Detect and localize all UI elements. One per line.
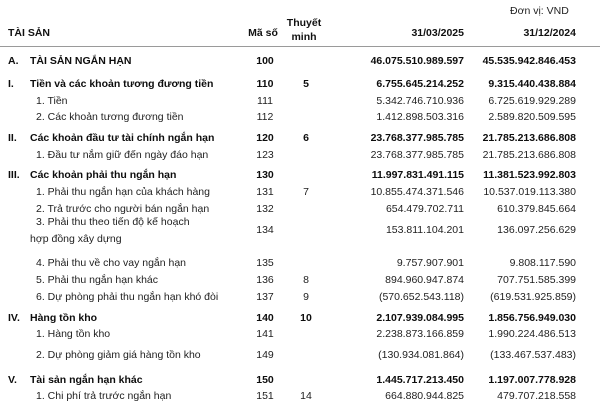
row-note: 10 [300,312,312,324]
row-value-2024: 9.315.440.438.884 [488,78,576,90]
row-note: 14 [300,390,312,402]
row-value-2024: 707.751.585.399 [497,274,576,286]
row-value-2024: 2.589.820.509.595 [488,111,576,123]
row-code: 140 [256,312,274,324]
row-value-2024: 21.785.213.686.808 [482,149,576,161]
row-value-2025: 2.238.873.166.859 [376,328,464,340]
row-code: 150 [256,374,274,386]
row-label: 5. Phải thu ngắn hạn khác [36,274,159,286]
row-label: TÀI SẢN NGẮN HẠN [30,55,132,67]
row-value-2025: 1.412.898.503.316 [376,111,464,123]
row-value-2025: 1.445.717.213.450 [376,374,464,386]
row-value-2025: 11.997.831.491.115 [371,169,464,181]
header-date-1: 31/03/2025 [411,27,464,39]
row-code: 132 [256,203,274,215]
row-value-2025: (570.652.543.118) [378,291,464,303]
row-value-2025: 6.755.645.214.252 [376,78,464,90]
header-date-2: 31/12/2024 [523,27,576,39]
row-value-2024: 1.990.224.486.513 [488,328,576,340]
row-code: 136 [256,274,274,286]
row-value-2025: 153.811.104.201 [385,224,464,236]
row-value-2025: 2.107.939.084.995 [376,312,464,324]
row-label: 3. Phải thu theo tiến độ kế hoạch [36,216,190,228]
row-code: 131 [256,186,274,198]
row-value-2024: 1.856.756.949.030 [488,312,576,324]
row-label: Hàng tồn kho [30,312,98,324]
row-note: 6 [303,132,309,144]
row-code: 137 [256,291,274,303]
row-label: 4. Phải thu về cho vay ngắn hạn [36,257,187,269]
row-code: 134 [256,224,274,236]
row-value-2025: 894.960.947.874 [385,274,464,286]
row-label: 1. Hàng tồn kho [36,328,111,340]
row-code: 120 [256,132,274,144]
row-value-2024: 6.725.619.929.289 [488,95,576,107]
row-label: 1. Phải thu ngắn hạn của khách hàng [36,186,210,198]
row-code: 111 [257,95,273,107]
row-prefix: V. [8,374,17,386]
row-label: 1. Chi phí trả trước ngắn hạn [36,390,172,402]
row-value-2024: 610.379.845.664 [497,203,576,215]
row-value-2024: (133.467.537.483) [490,349,576,361]
row-prefix: III. [8,169,20,181]
row-label: 1. Tiền [36,95,68,107]
header-asset: TÀI SẢN [8,27,50,39]
row-value-2024: 11.381.523.992.803 [483,169,576,181]
row-value-2025: 664.880.944.825 [385,390,464,402]
header-note-line1: Thuyết [286,17,322,29]
row-value-2024: 1.197.007.778.928 [488,374,576,386]
row-code: 112 [256,111,274,123]
row-code: 151 [256,390,274,402]
row-code: 100 [256,55,274,67]
row-note: 7 [303,186,309,198]
row-value-2025: 10.855.474.371.546 [370,186,464,198]
row-code: 110 [256,78,274,90]
row-code: 135 [256,257,274,269]
row-label: 2. Trả trước cho người bán ngắn hạn [36,203,210,215]
row-value-2024: 45.535.942.846.453 [482,55,576,67]
row-label: Tài sản ngắn hạn khác [30,374,143,386]
row-label: hợp đồng xây dựng [30,233,122,245]
row-value-2024: 9.808.117.590 [509,257,576,269]
row-value-2024: 10.537.019.113.380 [483,186,576,198]
row-value-2025: 654.479.702.711 [385,203,464,215]
header-rule [0,46,600,47]
row-label: Các khoản đầu tư tài chính ngắn hạn [30,132,215,144]
row-code: 123 [256,149,274,161]
row-label: 6. Dự phòng phải thu ngắn hạn khó đòi [36,291,219,303]
row-prefix: I. [8,78,14,90]
row-value-2025: 9.757.907.901 [396,257,464,269]
row-code: 149 [256,349,274,361]
row-label: Tiền và các khoản tương đương tiền [30,78,214,90]
row-label: Các khoản phải thu ngắn hạn [30,169,177,181]
row-value-2025: 46.075.510.989.597 [370,55,464,67]
row-value-2025: 23.768.377.985.785 [370,149,464,161]
header-note-line2: minh [291,31,317,43]
row-prefix: II. [8,132,17,144]
row-prefix: IV. [8,312,20,324]
row-code: 130 [256,169,274,181]
row-value-2025: 23.768.377.985.785 [370,132,464,144]
row-note: 5 [303,78,309,90]
row-label: 1. Đầu tư nắm giữ đến ngày đáo hạn [36,149,209,161]
row-label: 2. Các khoản tương đương tiền [36,111,184,123]
row-value-2025: (130.934.081.864) [378,349,464,361]
row-note: 8 [303,274,309,286]
row-value-2024: 136.097.256.629 [497,224,576,236]
row-label: 2. Dự phòng giảm giá hàng tồn kho [36,349,201,361]
row-code: 141 [256,328,274,340]
row-prefix: A. [8,55,19,67]
row-value-2025: 5.342.746.710.936 [376,95,464,107]
row-note: 9 [303,291,309,303]
header-code: Mã số [248,27,278,39]
row-value-2024: (619.531.925.859) [490,291,576,303]
row-value-2024: 479.707.218.558 [497,390,576,402]
unit-label: Đơn vị: VND [510,5,569,17]
row-value-2024: 21.785.213.686.808 [482,132,576,144]
